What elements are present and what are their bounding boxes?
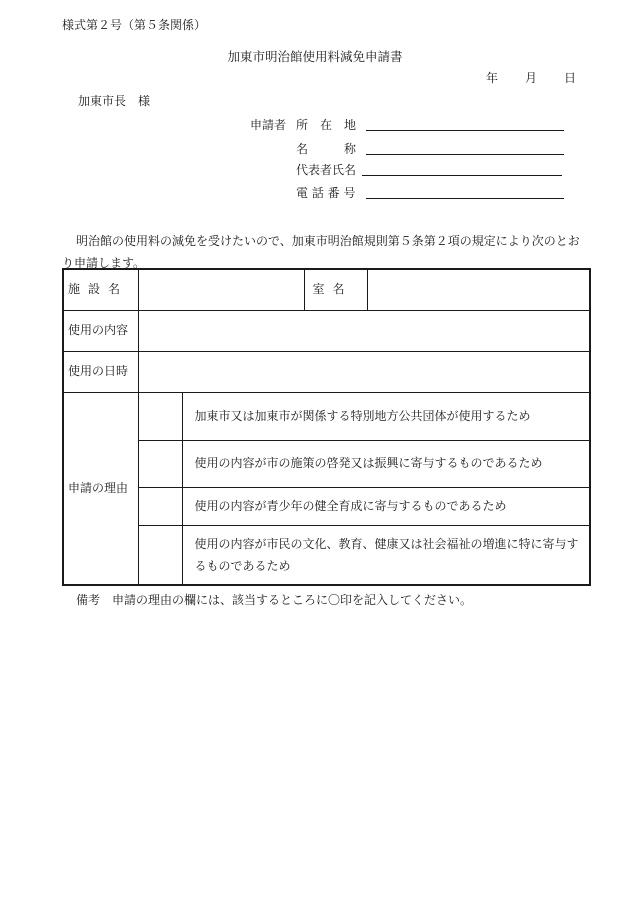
- note: 備考 申請の理由の欄には、該当するところに〇印を記入してください。: [76, 593, 473, 607]
- reason-mark-cell[interactable]: [138, 487, 182, 525]
- form-number: 様式第２号（第５条関係）: [62, 18, 207, 32]
- date-month: 月: [525, 71, 538, 85]
- form-title: 加東市明治館使用料減免申請書: [227, 49, 403, 64]
- reason-mark-cell[interactable]: [138, 525, 182, 585]
- representative-field[interactable]: [362, 175, 562, 176]
- reason-row: [63, 525, 590, 585]
- reason-row: [63, 440, 590, 487]
- room-field[interactable]: [367, 269, 590, 310]
- date-year: 年: [486, 71, 499, 85]
- content-row: [63, 310, 590, 351]
- intro-paragraph: 明治館の使用料の減免を受けたいので、加東市明治館規則第５条第２項の規定により次のとおり申請します。: [62, 234, 580, 270]
- datetime-row: [63, 351, 590, 392]
- reason-text: 使用の内容が市民の文化、教育、健康又は社会福祉の増進に特に寄与するものであるため: [182, 525, 590, 585]
- phone-field[interactable]: [366, 198, 564, 199]
- phone-label: 電 話 番 号: [296, 186, 356, 200]
- content-label: 使用の内容: [63, 310, 138, 351]
- address-field[interactable]: [366, 130, 564, 131]
- name-label: 名 称: [296, 142, 357, 156]
- addressee: 加東市長 様: [78, 94, 151, 108]
- datetime-field[interactable]: [138, 351, 590, 392]
- date-day: 日: [564, 71, 577, 85]
- facility-field[interactable]: [138, 269, 304, 310]
- datetime-label: 使用の日時: [63, 351, 138, 392]
- facility-label: 施設名: [63, 269, 138, 310]
- reason-text: 使用の内容が青少年の健全育成に寄与するものであるため: [182, 487, 590, 525]
- reason-text: 使用の内容が市の施策の啓発又は振興に寄与するものであるため: [182, 440, 590, 487]
- reason-mark-cell[interactable]: [138, 392, 182, 440]
- application-table: [62, 268, 591, 586]
- applicant-heading: 申請者: [250, 118, 287, 132]
- reason-row: [63, 392, 590, 440]
- room-label: 室名: [304, 269, 367, 310]
- reason-mark-cell[interactable]: [138, 440, 182, 487]
- content-field[interactable]: [138, 310, 590, 351]
- representative-label: 代表者氏名: [296, 163, 357, 177]
- name-field[interactable]: [366, 154, 564, 155]
- reason-label: 申請の理由: [63, 392, 138, 585]
- reason-text: 加東市又は加東市が関係する特別地方公共団体が使用するため: [182, 392, 590, 440]
- address-label: 所 在 地: [296, 118, 357, 132]
- reason-row: [63, 487, 590, 525]
- facility-row: [63, 269, 590, 310]
